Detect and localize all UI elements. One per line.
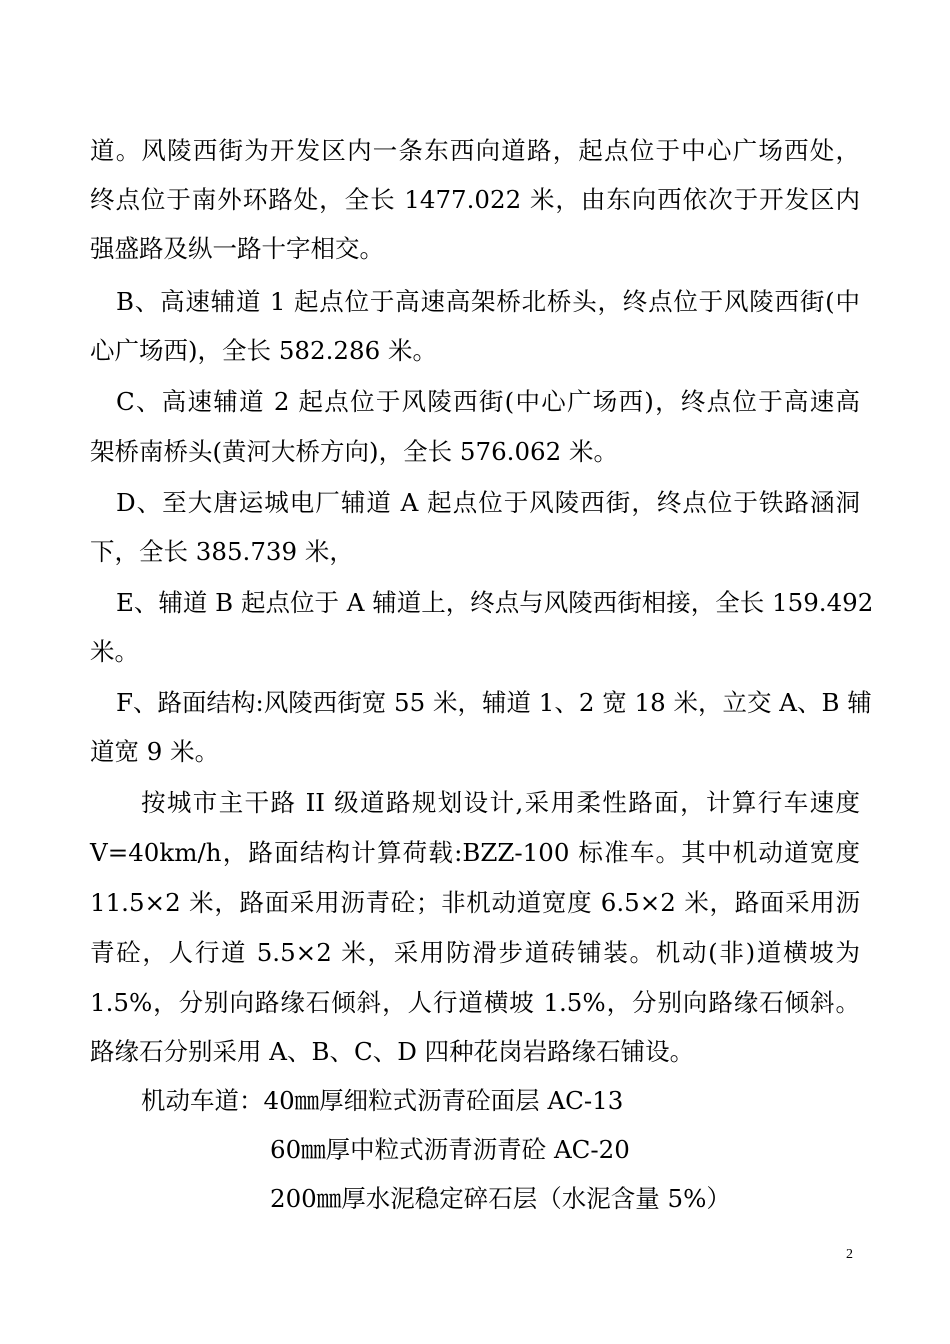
item-c-line: C、高速辅道 2 起点位于风陵西街(中心广场西)，终点位于高速高 <box>116 387 860 416</box>
item-b-line: B、高速辅道 1 起点位于高速高架桥北桥头，终点位于风陵西街(中 <box>116 287 860 316</box>
paragraph-line: 终点位于南外环路处，全长 1477.022 米，由东向西依次于开发区内 <box>90 185 860 214</box>
design-paragraph-line: 按城市主干路 II 级道路规划设计,采用柔性路面，计算行车速度 <box>141 788 860 817</box>
item-f-line: 道宽 9 米。 <box>90 737 220 766</box>
design-paragraph-line: 路缘石分别采用 A、B、C、D 四种花岗岩路缘石铺设。 <box>90 1037 695 1066</box>
paragraph-line: 道。风陵西街为开发区内一条东西向道路，起点位于中心广场西处， <box>90 136 860 165</box>
pavement-layer-line: 200㎜厚水泥稳定碎石层（水泥含量 5%） <box>270 1184 731 1213</box>
item-e-line: 米。 <box>90 637 139 666</box>
design-paragraph-line: V=40km/h，路面结构计算荷载:BZZ-100 标准车。其中机动道宽度 <box>90 838 860 867</box>
item-c-line: 架桥南桥头(黄河大桥方向)，全长 576.062 米。 <box>90 437 619 466</box>
item-d-line: D、至大唐运城电厂辅道 A 起点位于风陵西街，终点位于铁路涵洞 <box>116 488 860 517</box>
design-paragraph-line: 11.5×2 米，路面采用沥青砼；非机动道宽度 6.5×2 米，路面采用沥 <box>90 888 860 917</box>
page-number: 2 <box>846 1247 853 1262</box>
paragraph-line: 强盛路及纵一路十字相交。 <box>90 234 384 263</box>
design-paragraph-line: 青砼，人行道 5.5×2 米，采用防滑步道砖铺装。机动(非)道横坡为 <box>90 938 860 967</box>
item-d-line: 下，全长 385.739 米， <box>90 537 354 566</box>
design-paragraph-line: 1.5%，分别向路缘石倾斜，人行道横坡 1.5%，分别向路缘石倾斜。 <box>90 988 860 1017</box>
pavement-layer-line: 60㎜厚中粒式沥青沥青砼 AC-20 <box>270 1135 630 1164</box>
pavement-layer-line: 机动车道：40㎜厚细粒式沥青砼面层 AC-13 <box>141 1086 624 1115</box>
item-f-line: F、路面结构:风陵西街宽 55 米，辅道 1、2 宽 18 米，立交 A、B 辅 <box>116 688 872 717</box>
item-b-line: 心广场西)，全长 582.286 米。 <box>90 336 437 365</box>
item-e-line: E、辅道 B 起点位于 A 辅道上，终点与风陵西街相接，全长 159.492 <box>116 588 874 617</box>
